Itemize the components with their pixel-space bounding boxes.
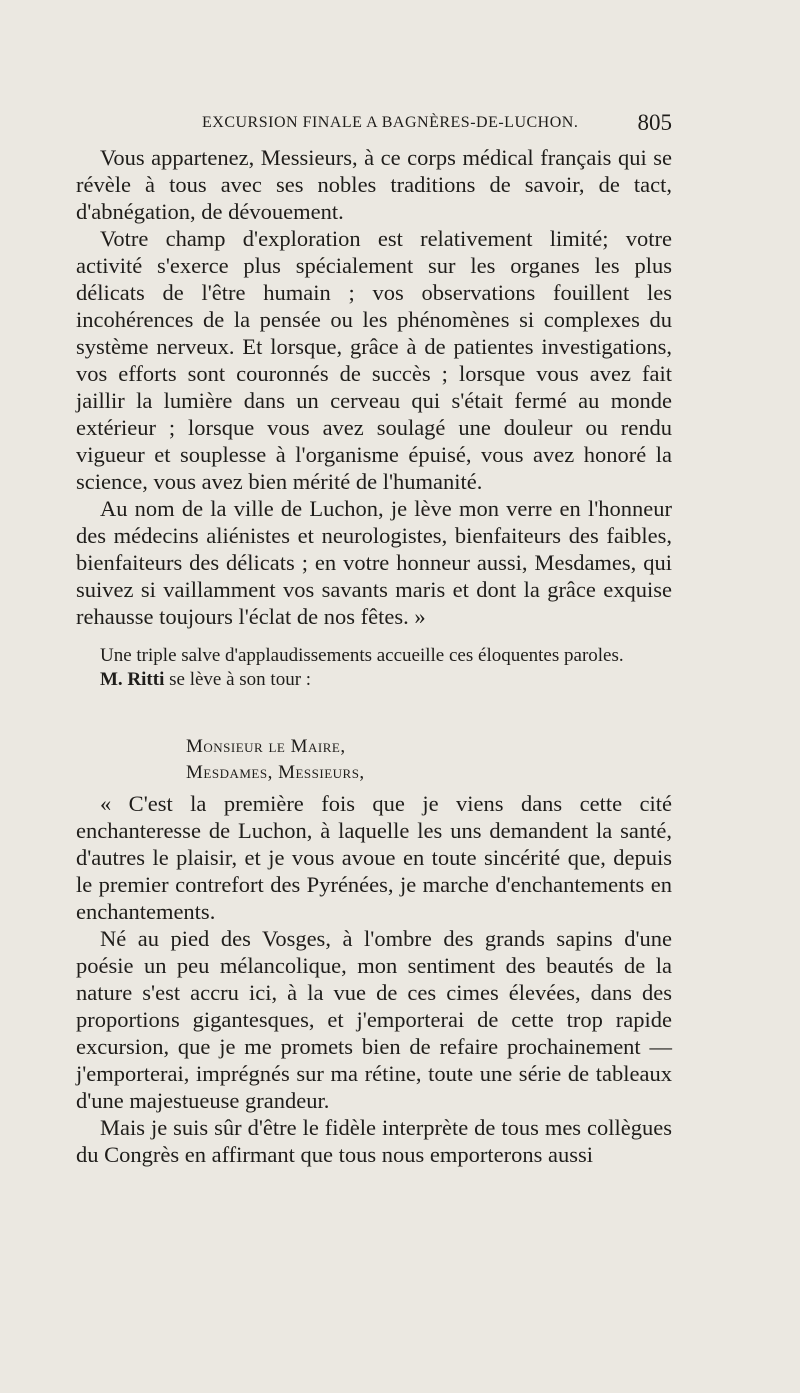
narration: Une triple salve d'applaudissements accueille ces éloquentes paroles. (100, 645, 624, 666)
running-title: EXCURSION FINALE A BAGNÈRES-DE-LUCHON. (202, 114, 579, 131)
speech-paragraph-1: « C'est la première fois que je viens dans cette cité enchanteresse de Luchon, à laquelle les uns demandent la santé, d'autres le plaisir, et je vous avoue en toute sincérité que, depuis le premier contrefort des Pyrénées, je marche d'enchantements en enchantements. (76, 791, 672, 924)
paragraph-3: Au nom de la ville de Luchon, je lève mon verre en l'honneur des médecins aliénistes et neurologistes, bienfaiteurs des faibles, bienfaiteurs des délicats ; en votre honneur aussi, Mesdames, qui suivez si vaillamment vos savants maris et dont la grâce exquise rehausse toujours l'éclat de nos fêtes. » (76, 496, 672, 629)
paragraph-2: Votre champ d'exploration est relativement limité; votre activité s'exerce plus spécialement sur les organes les plus délicats de l'être humain ; vos observations fouillent les incohérences de la pensée ou les phénomènes si complexes du système nerveux. Et lorsque, grâce à de patientes investigations, vos efforts sont couronnés de succès ; lorsque vous avez fait jaillir la lumière dans un cerveau qui s'était fermé au monde extérieur ; lorsque vous avez soulagé une douleur ou rendu vigueur et souplesse à l'organisme épuisé, vous avez honoré la science, vous avez bien mérité de l'humanité. (76, 226, 672, 494)
paragraph-1: Vous appartenez, Messieurs, à ce corps médical français qui se révèle à tous avec ses nobles traditions de savoir, de tact, d'abnégation, de dévouement. (76, 145, 672, 224)
address-line-2: Mesdames, Messieurs, (186, 762, 365, 783)
page-number: 805 (637, 110, 672, 135)
speech-paragraph-2: Né au pied des Vosges, à l'ombre des grands sapins d'une poésie un peu mélancolique, mon sentiment des beautés de la nature s'est accru ici, à la vue de ces cimes élevées, dans des proportions gigantesques, et j'emporterai de cette trop rapide excursion, que je me promets bien de refaire prochainement — j'emporterai, imprégnés sur ma rétine, toute une série de tableaux d'une majestueuse grandeur. (76, 926, 672, 1113)
speaker-line (76, 668, 672, 692)
speaker-text: se lève à son tour : (164, 669, 312, 690)
page-header (76, 110, 672, 140)
speaker-name: M. Ritti (100, 669, 165, 690)
page-body (76, 144, 672, 1168)
address-line-1: Monsieur le Maire, (186, 736, 346, 757)
speech-paragraph-3: Mais je suis sûr d'être le fidèle interprète de tous mes collègues du Congrès en affirmant que tous nous emporterons aussi (76, 1115, 672, 1167)
